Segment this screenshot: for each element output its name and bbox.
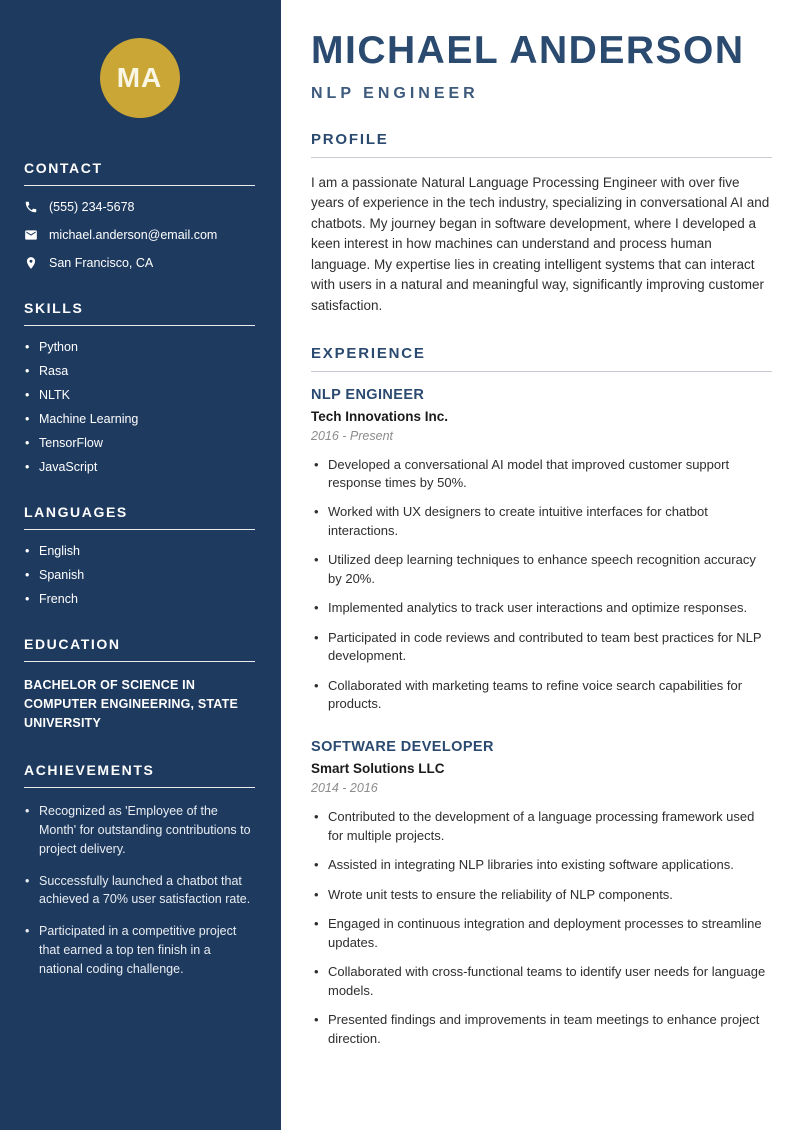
experience-section [311,345,772,1049]
avatar [100,38,180,118]
skill-item: • Machine Learning [24,412,255,426]
achievements-list [24,802,255,978]
education-degree: BACHELOR OF SCIENCE IN COMPUTER ENGINEERING, STATE UNIVERSITY [24,678,238,730]
language-item: • French [24,592,255,606]
job-bullets [311,456,772,714]
contact-location-text: San Francisco, CA [49,256,154,270]
job-bullet: • Implemented analytics to track user interactions and optimize responses. [311,599,772,617]
achievement-item: • Recognized as 'Employee of the Month' for outstanding contributions to project delivery. [24,802,255,858]
education-heading: EDUCATION [24,636,255,662]
job-bullet: • Engaged in continuous integration and deployment processes to streamline updates. [311,915,772,952]
education-section [24,636,255,732]
contact-heading: CONTACT [24,160,255,186]
job-bullet: • Contributed to the development of a language processing framework used for multiple projects. [311,808,772,845]
job-bullet: • Utilized deep learning techniques to enhance speech recognition accuracy by 20%. [311,551,772,588]
resume-main [281,0,800,1130]
contact-section [24,160,255,270]
person-name: MICHAEL ANDERSON [311,29,745,72]
email-icon [24,228,38,242]
location-icon [24,256,38,270]
skill-item: • Rasa [24,364,255,378]
profile-section [311,131,772,317]
achievement-item: • Successfully launched a chatbot that achieved a 70% user satisfaction rate. [24,872,255,910]
profile-heading: PROFILE [311,131,772,158]
languages-list [24,544,255,606]
job-company: Smart Solutions LLC [311,761,445,777]
contact-location [24,256,255,270]
job-bullet: • Collaborated with marketing teams to refine voice search capabilities for products. [311,677,772,714]
achievements-heading: ACHIEVEMENTS [24,762,255,788]
experience-heading: EXPERIENCE [311,345,772,372]
job-bullet: • Participated in code reviews and contributed to team best practices for NLP development. [311,629,772,666]
person-job-title: NLP ENGINEER [311,84,479,102]
job-bullet: • Developed a conversational AI model that improved customer support response times by 50%. [311,456,772,493]
job-bullet: • Wrote unit tests to ensure the reliability of NLP components. [311,886,772,904]
job-company: Tech Innovations Inc. [311,408,449,424]
job-bullet: • Collaborated with cross-functional teams to identify user needs for language models. [311,963,772,1000]
profile-text: I am a passionate Natural Language Processing Engineer with over five years of experience in the tech industry, specializing in conversational AI and chatbots. My journey began in software development, where I developed a keen interest in how machines can understand and process human language. My expertise lies in creating intelligent systems that can interact with users in a natural and meaningful way, significantly improving customer satisfaction. [311,174,770,313]
language-item: • English [24,544,255,558]
job-bullets [311,808,772,1048]
skill-item: • JavaScript [24,460,255,474]
skill-item: • Python [24,340,255,354]
experience-job [311,387,772,714]
job-role: NLP ENGINEER [311,386,425,403]
job-dates: 2014 - 2016 [311,781,378,796]
contact-phone [24,200,255,214]
skills-heading: SKILLS [24,300,255,326]
contact-email-text: michael.anderson@email.com [49,228,218,242]
achievement-item: • Participated in a competitive project that earned a top ten finish in a national coding challenge. [24,922,255,978]
job-role: SOFTWARE DEVELOPER [311,739,494,756]
contact-email [24,228,255,242]
job-bullet: • Presented findings and improvements in team meetings to enhance project direction. [311,1011,772,1048]
language-item: • Spanish [24,568,255,582]
job-bullet: • Assisted in integrating NLP libraries into existing software applications. [311,856,772,874]
languages-section [24,504,255,606]
avatar-initials: MA [116,62,163,93]
sidebar [0,0,281,1130]
job-dates: 2016 - Present [311,428,393,443]
job-bullet: • Worked with UX designers to create intuitive interfaces for chatbot interactions. [311,503,772,540]
achievements-section [24,762,255,978]
skill-item: • TensorFlow [24,436,255,450]
skills-list [24,340,255,474]
skills-section [24,300,255,474]
experience-job [311,739,772,1048]
contact-phone-text: (555) 234-5678 [49,200,135,214]
phone-icon [24,200,38,214]
languages-heading: LANGUAGES [24,504,255,530]
skill-item: • NLTK [24,388,255,402]
